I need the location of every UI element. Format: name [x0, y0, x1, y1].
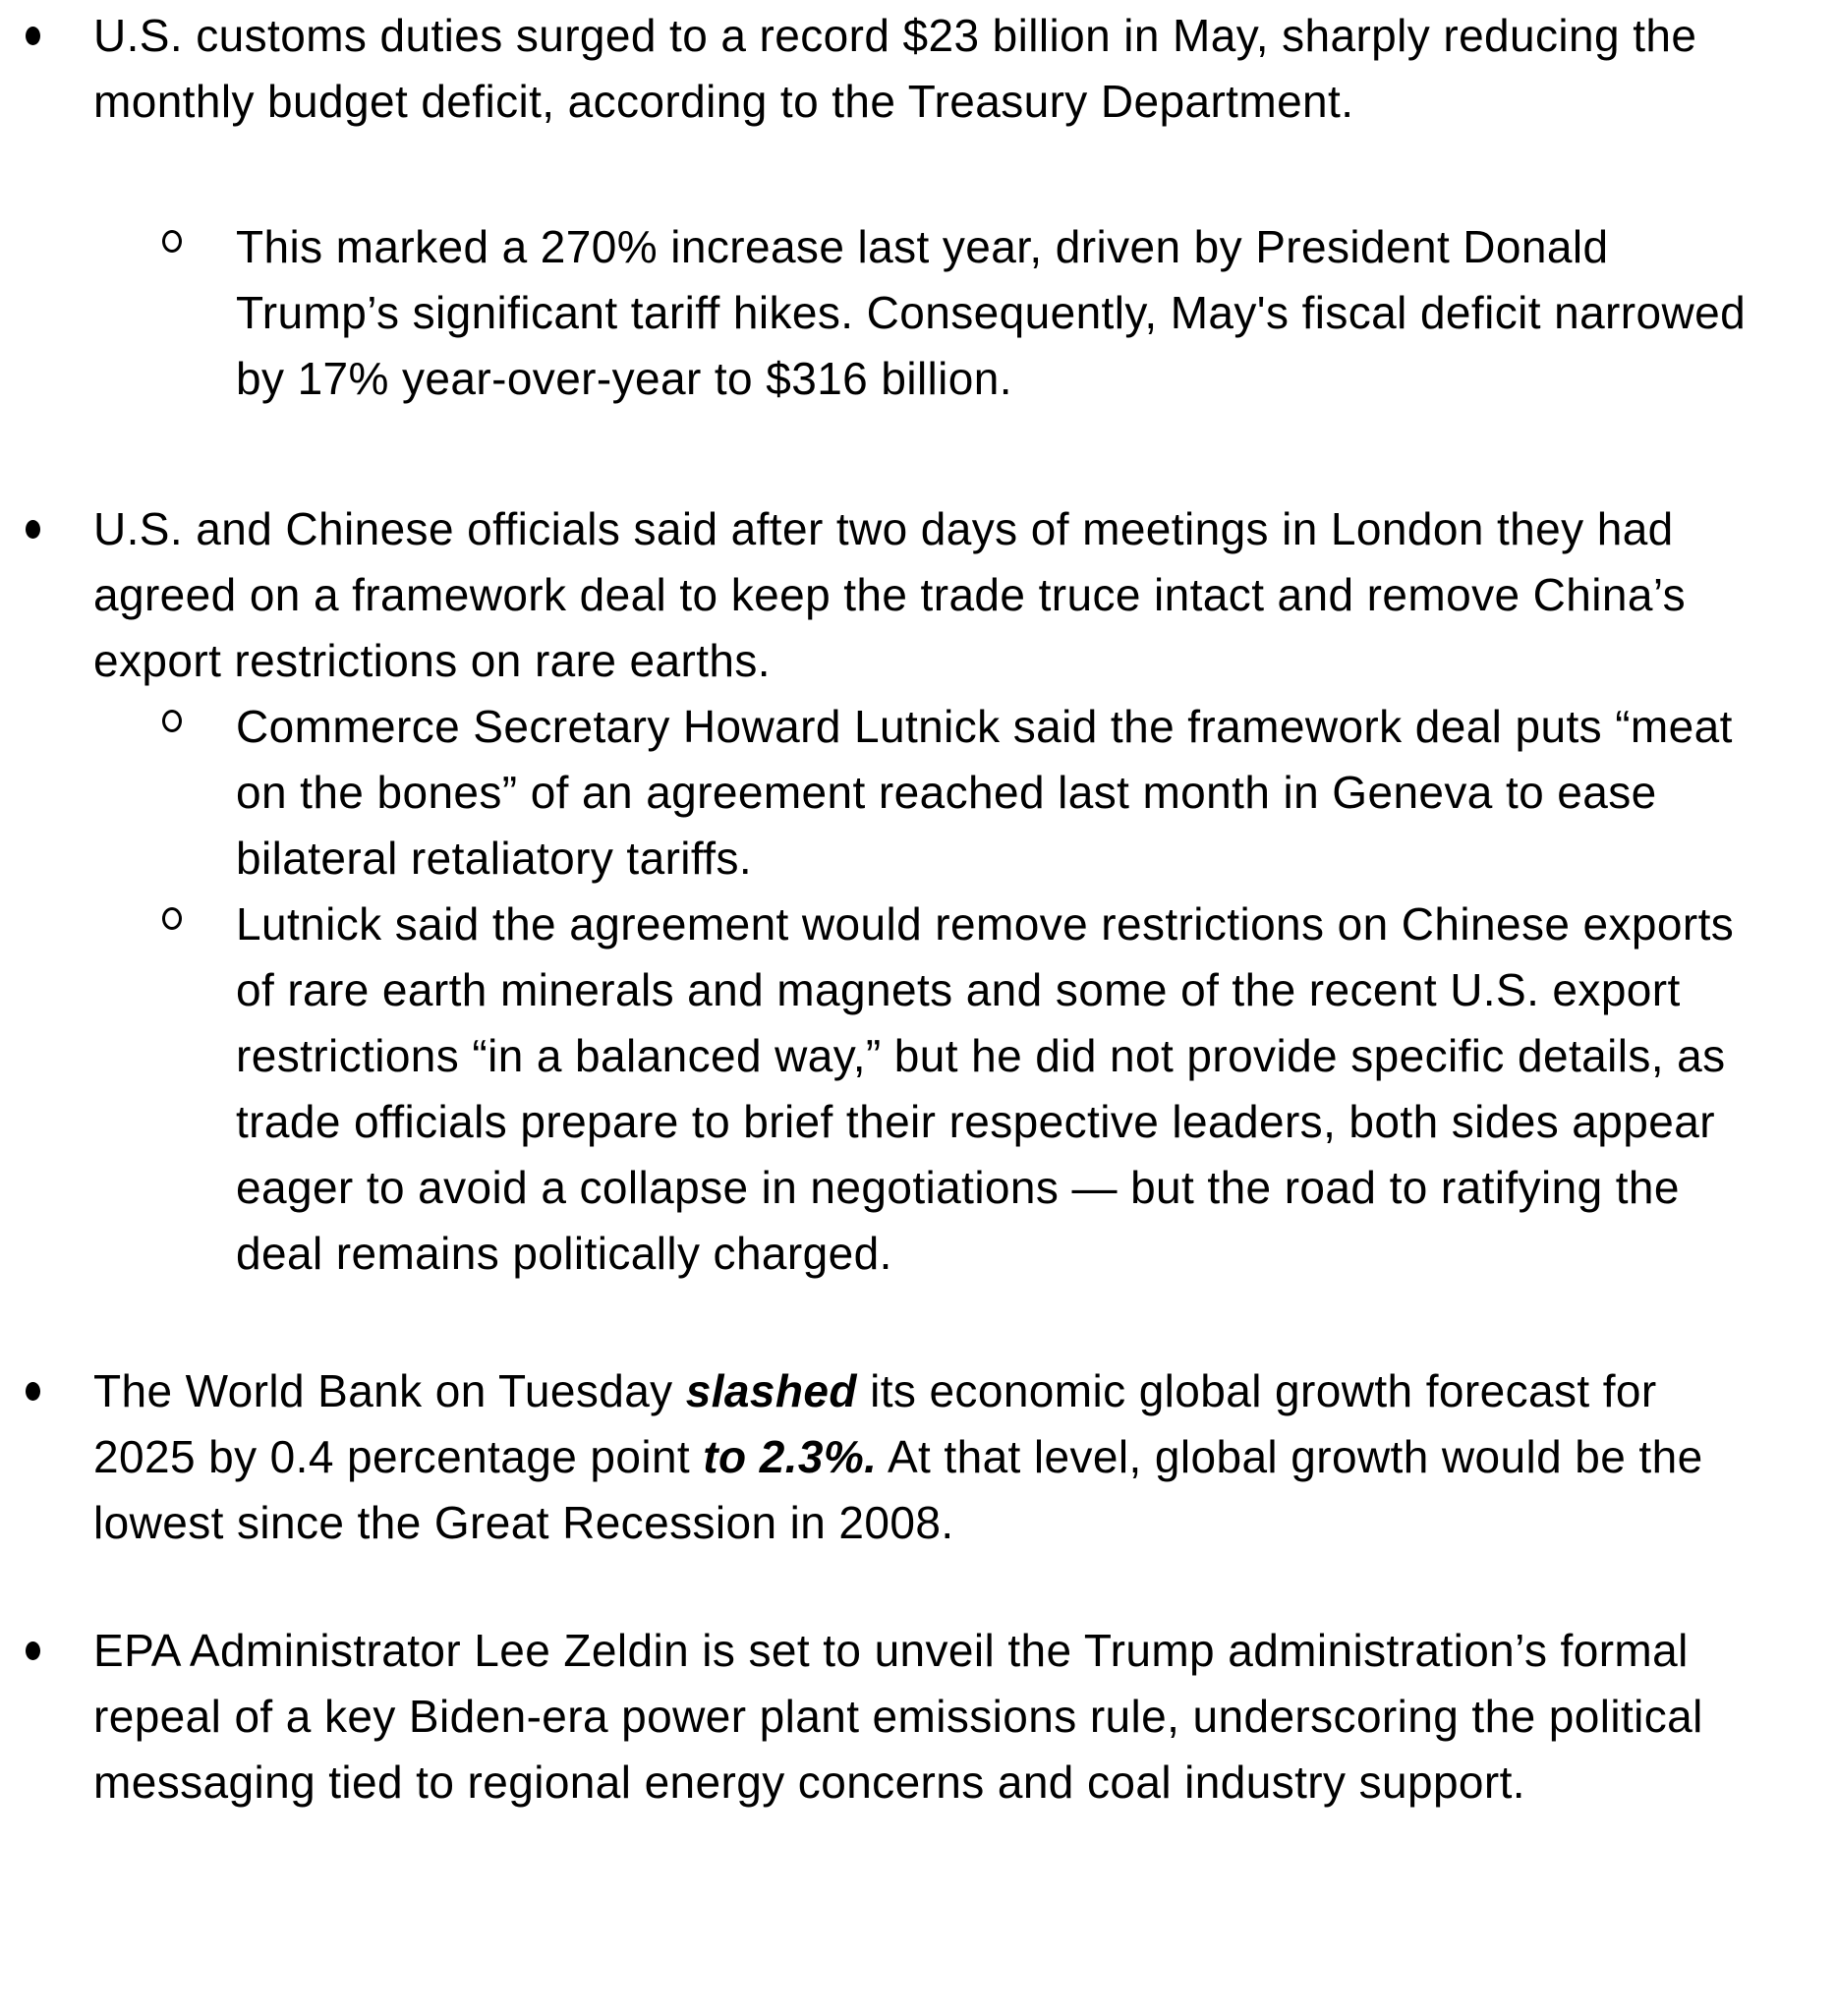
circle-bullet-icon [162, 907, 182, 930]
bullet-text-3-mid: its economic global growth forecast for 2025 by 0.4 percentage point [93, 1365, 1657, 1482]
bullet-item-2 [0, 496, 1836, 694]
disc-bullet-icon [26, 27, 40, 45]
bullet-text-4: EPA Administrator Lee Zeldin is set to unveil the Trump administration’s formal repeal of a key Biden-era power plant emissions rule, underscoring the political messaging tied to regional energy concerns and coal industry support. [93, 1625, 1703, 1808]
bullet-text-1: U.S. customs duties surged to a record $23 billion in May, sharply reducing the monthly budget deficit, according to the Treasury Department. [93, 10, 1697, 127]
bold-emphasis-slashed: slashed [685, 1365, 857, 1416]
bullet-item-1-sub-1 [0, 214, 1836, 412]
circle-bullet-icon [162, 230, 182, 253]
bullet-text-1-sub-1: This marked a 270% increase last year, driven by President Donald Trump’s significant tariff hikes. Consequently, May's fiscal deficit narrowed by 17% year-over-year to $316 billion. [236, 221, 1747, 404]
bullet-item-2-sub-1 [0, 694, 1836, 892]
bullet-text-2: U.S. and Chinese officials said after two days of meetings in London they had agreed on a framework deal to keep the trade truce intact and remove China’s export restrictions on rare earths. [93, 503, 1687, 686]
disc-bullet-icon [26, 520, 40, 539]
bold-emphasis-to-2-3-percent: to 2.3%. [703, 1431, 878, 1482]
bullet-item-4 [0, 1618, 1836, 1815]
bullet-text-2-sub-1: Commerce Secretary Howard Lutnick said the framework deal puts “meat on the bones” of an agreement reached last month in Geneva to ease bilateral retaliatory tariffs. [236, 701, 1733, 884]
disc-bullet-icon [26, 1642, 40, 1660]
disc-bullet-icon [26, 1382, 40, 1401]
bullet-text-3 [93, 1358, 1769, 1556]
circle-bullet-icon [162, 710, 182, 732]
bullet-item-2-sub-2 [0, 892, 1836, 1287]
bullet-text-3-pre: The World Bank on Tuesday [93, 1365, 686, 1416]
bullet-text-3-post: At that level, global growth would be the lowest since the Great Recession in 2008. [93, 1431, 1703, 1548]
bullet-text-2-sub-2: Lutnick said the agreement would remove restrictions on Chinese exports of rare earth minerals and magnets and some of the recent U.S. export restrictions “in a balanced way,” but he did not provide specific details, as trade officials prepare to brief their respective leaders, both sides appear eager to avoid a collapse in negotiations — but the road to ratifying the deal remains politically charged. [236, 898, 1735, 1279]
bullet-item-3 [0, 1358, 1836, 1556]
bullet-item-1 [0, 3, 1836, 135]
